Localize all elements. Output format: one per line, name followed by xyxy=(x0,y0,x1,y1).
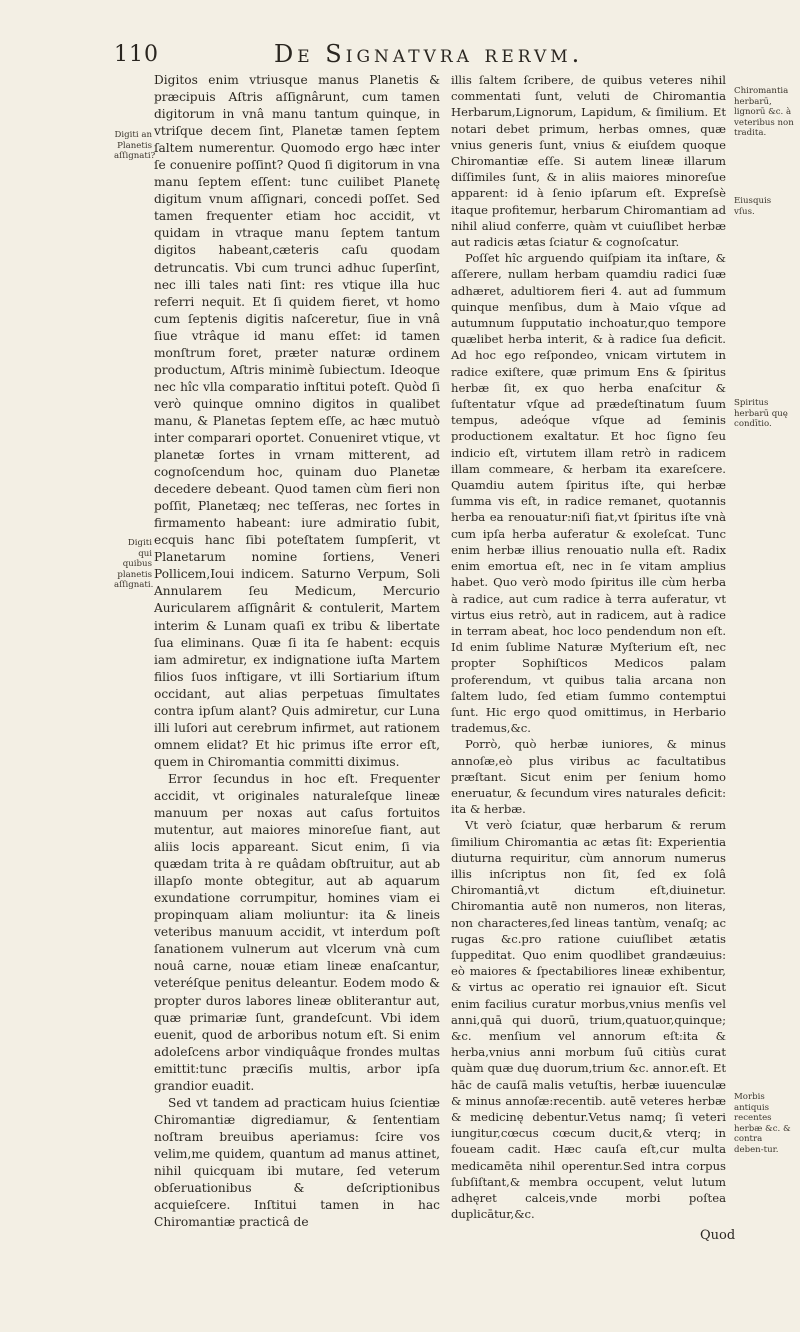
paragraph: Porrò, quò herbæ iuniores, & minus annoſæ,eò plus viribus ac facultatibus præſtant. Sicut enim per ſenium homo eneruatur, & ſecundum vires naturales deficit: ita & herbæ. xyxy=(451,737,726,817)
margin-note: Eiusquis vſus. xyxy=(734,196,772,217)
paragraph: Error ſecundus in hoc eſt. Frequenter accidit, vt originales naturaleſque lineæ manuum per noxas aut caſus fortuitos mutentur, aut maiores minoreſue fiant, aut aliis locis appareant. Sicut enim, ſi via quædam trita à re quâdam obſtruitur, aut ab illapſo monte obtegitur, aut ab aquarum exundatione corrumpitur, homines viam ei propinquam aliam moliuntur: ita & lineis veteribus manuum accidit, vt interdum poſt ſanationem vulnerum aut vlcerum vnà cum nouâ carne, nouæ etiam lineæ enaſcantur, veteréſque penitus deleantur. Eodem modo & propter duros labores lineæ obliterantur aut, quæ primariæ ſunt, grandeſcunt. Vbi idem euenit, quod de arboribus notum eſt. Si enim adoleſcens arbor vindiquâque frondes multas emittit:tunc præciſis multis, arbor ipſa grandior euadit. xyxy=(154,771,440,1093)
paragraph: Vt verò ſciatur, quæ herbarum & rerum ſimilium Chiromantia ac ætas ſit: Experientia diuturna requiritur, cùm annorum numerus illis inſcriptus non ſit, ſed ex ſolâ Chiromantiâ,vt dictum eſt,diuinetur. Chiromantia autē non numeros, non literas, non characteres,ſed lineas tantùm, venaſq; ac rugas &c.pro ratione cuiuſlibet ætatis ſuppeditat. Quo enim quodlibet grandæuius: eò maiores & ſpectabiliores lineæ exhibentur, & virtus ac operatio rei ignauior eſt. Sicut enim facilius curatur morbus,vnius menſis vel anni,quā qui duorū, trium,quatuor,quinque; &c. menſium vel annorum eſt:ita & herba,vnius anni morbum ſuū citiùs curat quàm quæ duę duorum,trium &c. annor.eſt. Et hāc de cauſā malis vetuſtis, herbæ iuuenculæ & minus annoſæ:recentib. autē veteres herbæ & medicinę debentur.Vetus namq; ſi veteri iungitur,cœcus cœcum ducit,& vterq; in foueam cadit. Hæc cauſa eſt,cur multa medicamēta nihil operentur.Sed intra corpus ſubſiſtant,& membra occupent, velut lutum adhęret calceis,vnde morbi poſtea duplicātur,&c. xyxy=(451,818,726,1222)
left-column xyxy=(154,72,440,1231)
margin-note: Digiti an Planetis aſſignati? xyxy=(114,130,156,161)
paragraph: Sed vt tandem ad practicam huius ſcientiæ Chiromantiæ digrediamur, & ſententiam noſtram breuibus aperiamus: ſcire vos velim,me quidem, quantum ad manus attinet, nihil quicquam ibi mutare, ſed veterum obſeruationibus & deſcriptionibus acquieſcere. Inſtitui tamen in hac Chiromantiæ practicâ de xyxy=(154,1095,440,1230)
right-column xyxy=(451,72,726,1222)
margin-note: Digiti qui quibus planetis aſſignati. xyxy=(114,538,154,590)
page-number: 110 xyxy=(114,42,159,67)
paragraph: Digitos enim vtriusque manus Planetis & præcipuis Aſtris aſſignârunt, cum tamen digitorum in vnâ manu tantum quinque, in vtriſque decem ſint, Planetæ tamen ſeptem ſaltem numerentur. Quomodo ergo hæc inter ſe conuenire poſſint? Quod ſi digitorum in vna manu ſeptem eſſent: tunc cuilibet Planetę digitum vnum aſſignari, concedi poſſet. Sed tamen frequenter etiam hoc accidit, vt quidam in vtraque manu ſeptem tantum digitos habeant,cæteris caſu quodam detruncatis. Vbi cum trunci adhuc ſuperſint, nec illi tales nati ſint: res vtique illa huc referri nequit. Et ſi quidem fieret, vt homo cum ſeptenis digitis naſceretur, ſiue in vnâ ſiue vtrâque id manu eſſet: id tamen monſtrum foret, præter naturæ ordinem productum, Aſtris minimè ſubiectum. Ideoque nec hîc vlla comparatio inſtitui poteſt. Quòd ſi verò quinque omnino digitos in qualibet manu, & Planetas ſeptem eſſe, ac hæc mutuò inter comparari oportet. Conueniret vtique, vt planetæ ſortes in vrnam mitterent, ad cognoſcendum hoc, quinam duo Planetæ decedere debeant. Quod tamen cùm fieri non poſſit, Planetæq; nec teſſeras, nec ſortes in firmamento habeant: iure admiratio ſubit, ecquis hanc ſibi poteſtatem ſumpſerit, vt Planetarum nomine ſortiens, Veneri Pollicem,Ioui indicem. Saturno Verpum, Soli Annularem ſeu Medicum, Mercurio Auricularem aſſignârit & contulerit, Martem interim & Lunam quaſi ex tribu & libertate ſua eliminans. Quæ ſi ita ſe habent: ecquis iam admiretur, ex indignatione iuſta Martem filios ſuos inſtigare, vt illi Sortiarium iſtum occidant, aut alias perpetuas ſimultates contra ipſum alant? Quis admiretur, cur Luna illi luſori aut cerebrum infirmet, aut rationem omnem elidat? Et hic primus iſte error eſt, quem in Chiromantia committi diximus. xyxy=(154,73,440,769)
margin-note: Chiromantia herbarū, lignorū &c. à veteribus non tradita. xyxy=(734,86,794,138)
paragraph: Poſſet hîc arguendo quiſpiam ita inſtare, & aſſerere, nullam herbam quamdiu radici ſuæ adhæret, adultiorem fieri 4. aut ad ſummum quinque menſibus, dum à Maio vſque ad autumnum ſupputatio inchoatur,quo tempore quælibet herba interit, & à radice ſua deficit. Ad hoc ego reſpondeo, vnicam virtutem in radice exiſtere, quæ primum Ens & ſpiritus herbæ ſit, ex quo herba enaſcitur & ſuſtentatur vſque ad prædeſtinatum ſuum tempus, adeóque vſque ad ſeminis productionem exaltatur. Et hoc ſigno ſeu indicio eſt, virtutem illam retrò in radicem illam commeare, & herbam ita exareſcere. Quamdiu autem ſpiritus iſte, qui herbæ ſumma vis eſt, in radice remanet, quotannis herba ea renouatur:niſi fiat,vt ſpiritus iſte vnà cum ipſa herba auferatur & exoleſcat. Tunc enim herbæ illius renouatio nulla eſt. Radix enim emortua eſt, nec in ſe vitam amplius habet. Quo verò modo ſpiritus ille cùm herba à radice, aut cum radice à terra auferatur, vt virtus eius retrò, aut in radicem, aut à radice in terram abeat, hoc loco pendendum non eſt. Id enim ſublime Naturæ Myſterium eſt, nec propter Sophiſticos Medicos palam proferendum, vt quibus talia arcana non ſaltem ludo, ſed etiam ſummo contemptui ſunt. Hic ergo quod omittimus, in Herbario trademus,&c. xyxy=(451,251,726,736)
paragraph: illis ſaltem ſcribere, de quibus veteres nihil commentati ſunt, veluti de Chiromantia Herbarum,Lignorum, Lapidum, & ſimilium. Et notari debet primum, herbas omnes, quæ vnius generis ſunt, vnius & eiuſdem quoque Chiromantiæ eſſe. Si autem lineæ illarum diſſimiles ſunt, & in aliis maiores minoreſue apparent: id à ſenio ipſarum eſt. Expreſsè itaque profitemur, herbarum Chiromantiam ad nihil aliud conferre, quàm vt cuiuſlibet herbæ aut radicis ætas ſciatur & cognoſcatur. xyxy=(451,73,726,250)
page-header xyxy=(114,40,754,70)
margin-note: Spiritus herbarū quę condītio. xyxy=(734,398,788,429)
margin-note: Morbis antiquis recentes herbæ &c. & contra deben-tur. xyxy=(734,1092,791,1155)
catchword: Quod xyxy=(700,1228,736,1243)
running-title: De Signatvra rervm. xyxy=(274,40,584,68)
